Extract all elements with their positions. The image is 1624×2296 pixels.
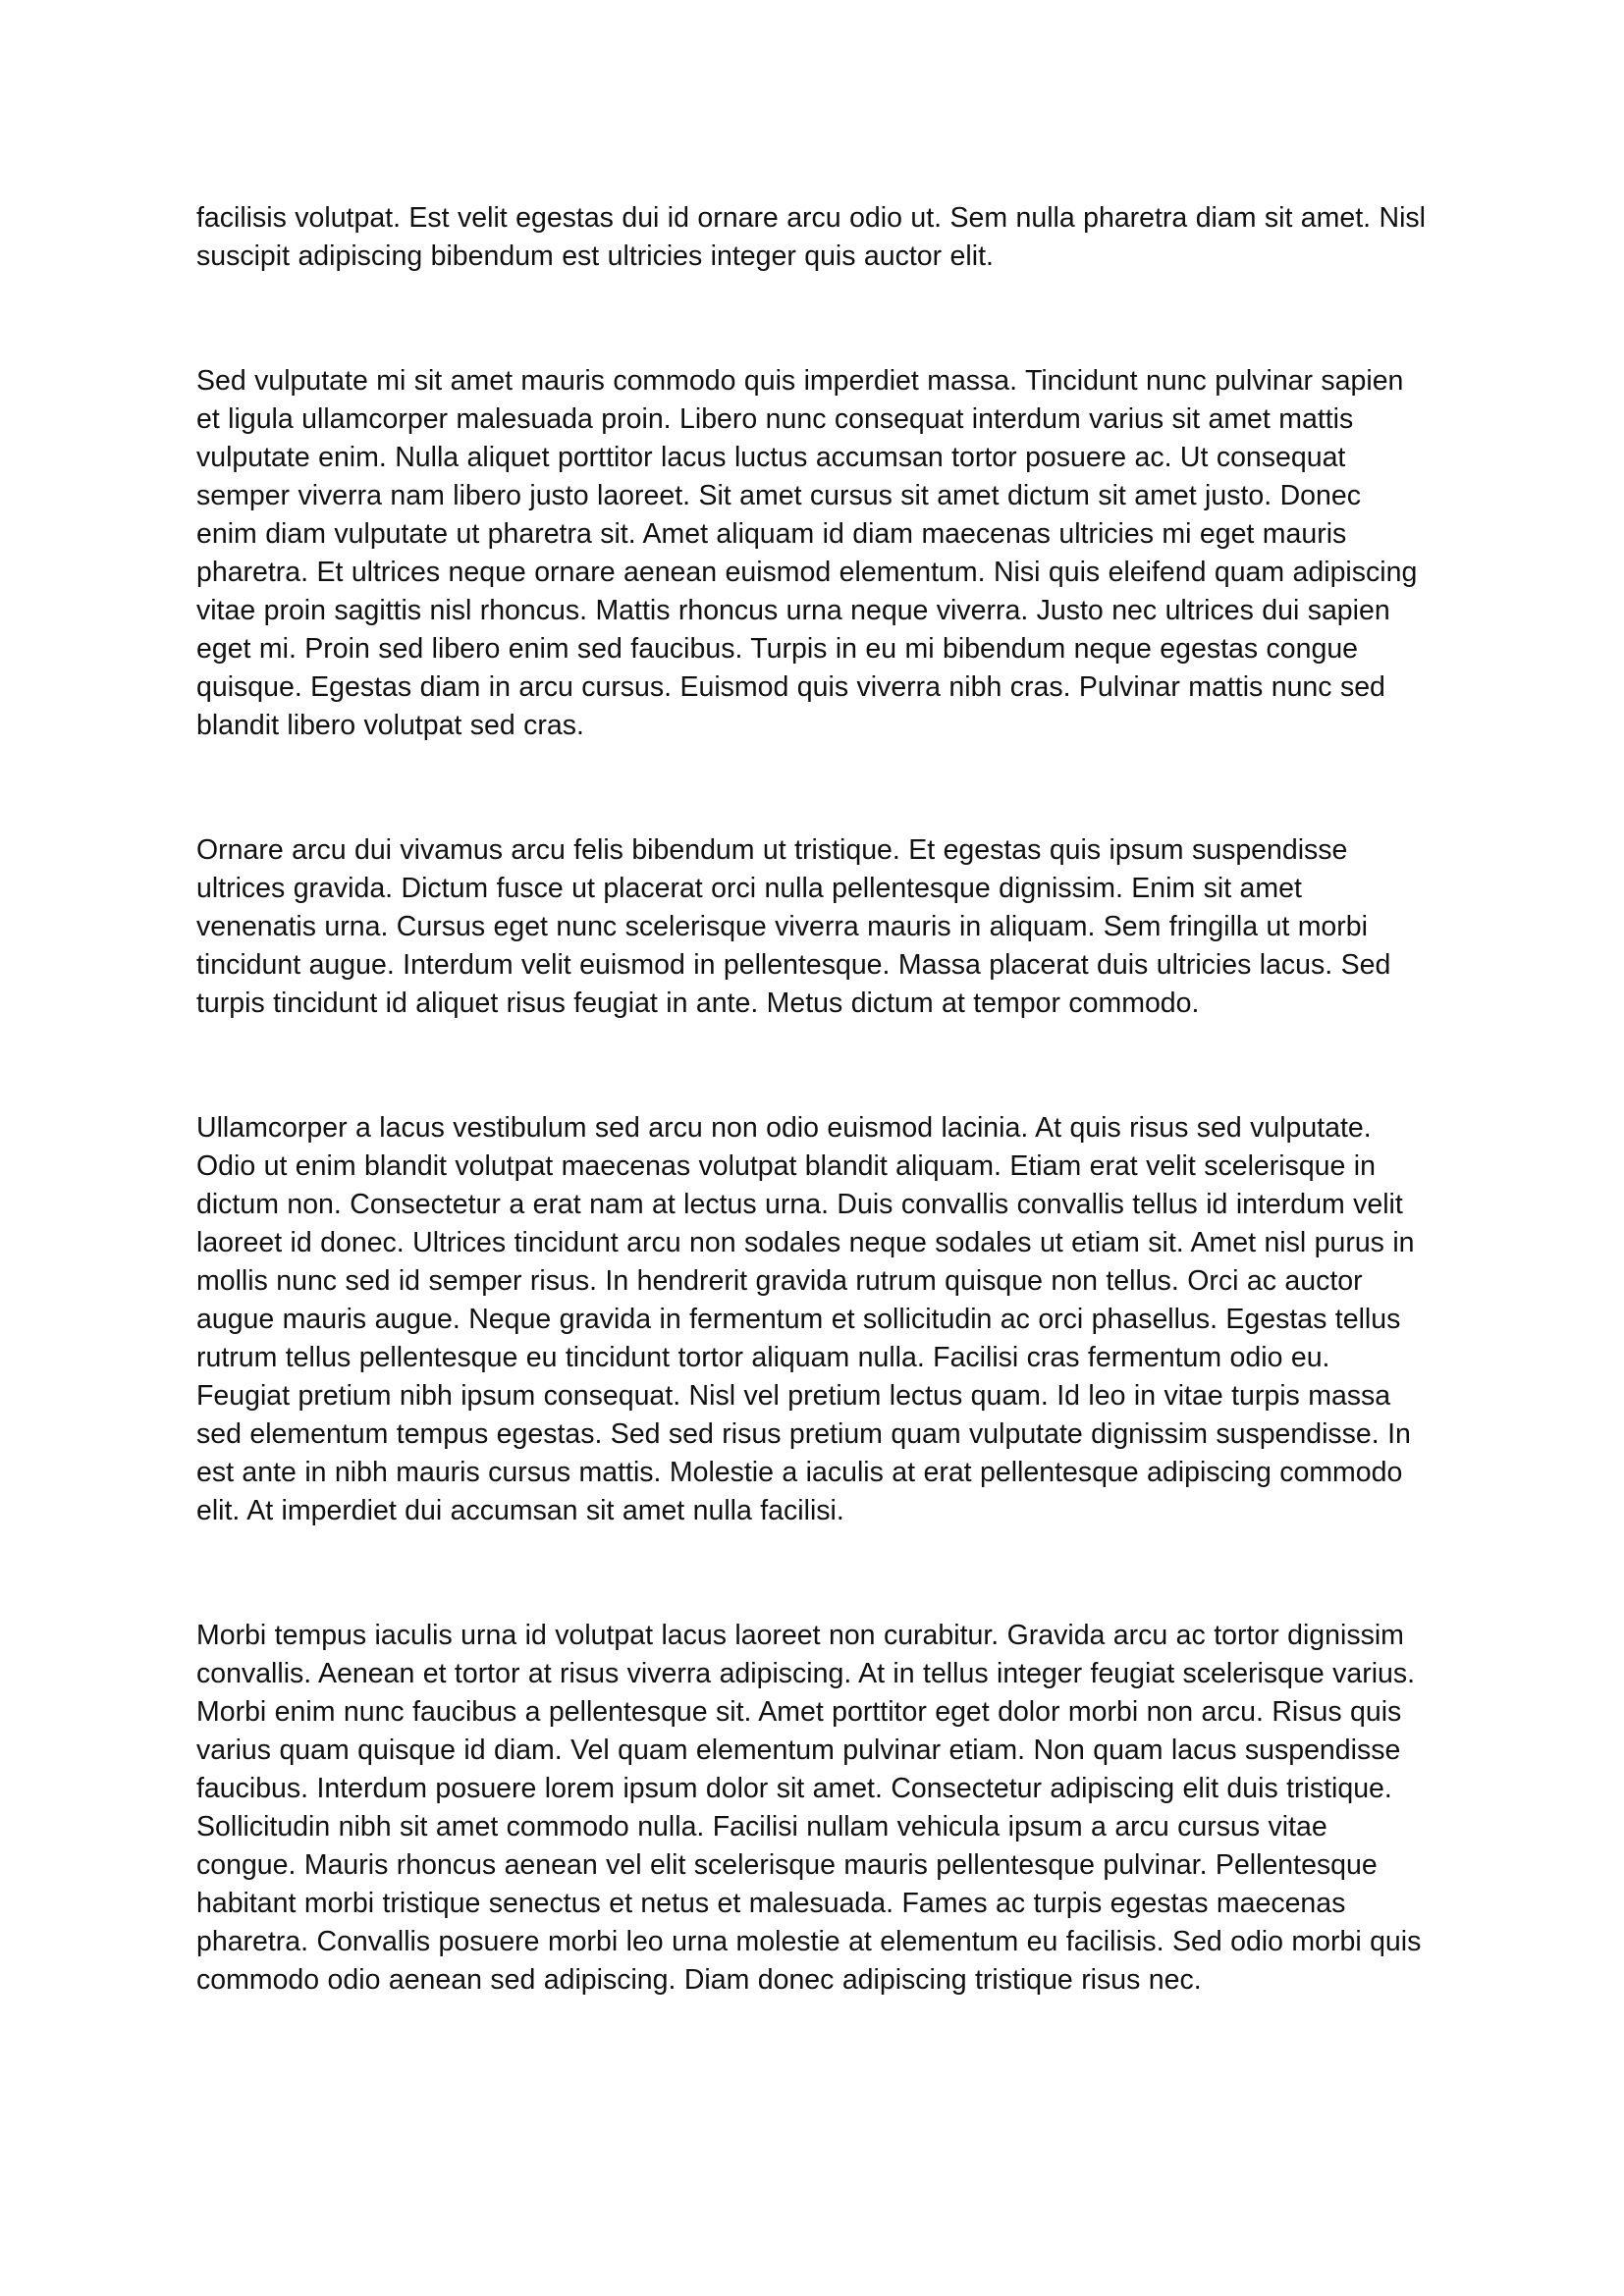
paragraph-4: Ullamcorper a lacus vestibulum sed arcu non odio euismod lacinia. At quis risus sed vulputate. Odio ut enim blandit volutpat maecenas volutpat blandit aliquam. Etiam erat velit scelerisque in dictum non. Consectetur a erat nam at lectus urna. Duis convallis convallis tellus id interdum velit laoreet id donec. Ultrices tincidunt arcu non sodales neque sodales ut etiam sit. Amet nisl purus in mollis nunc sed id semper risus. In hendrerit gravida rutrum quisque non tellus. Orci ac auctor augue mauris augue. Neque gravida in fermentum et sollicitudin ac orci phasellus. Egestas tellus rutrum tellus pellentesque eu tincidunt tortor aliquam nulla. Facilisi cras fermentum odio eu. Feugiat pretium nibh ipsum consequat. Nisl vel pretium lectus quam. Id leo in vitae turpis massa sed elementum tempus egestas. Sed sed risus pretium quam vulputate dignissim suspendisse. In est ante in nibh mauris cursus mattis. Molestie a iaculis at erat pellentesque adipiscing commodo elit. At imperdiet dui accumsan sit amet nulla facilisi. (196, 1112, 1415, 1526)
paragraph-3: Ornare arcu dui vivamus arcu felis bibendum ut tristique. Et egestas quis ipsum suspendisse ultrices gravida. Dictum fusce ut placerat orci nulla pellentesque dignissim. Enim sit amet venenatis urna. Cursus eget nunc scelerisque viverra mauris in aliquam. Sem fringilla ut morbi tincidunt augue. Interdum velit euismod in pellentesque. Massa placerat duis ultricies lacus. Sed turpis tincidunt id aliquet risus feugiat in ante. Metus dictum at tempor commodo. (196, 834, 1391, 1019)
paragraph-1: facilisis volutpat. Est velit egestas dui id ornare arcu odio ut. Sem nulla pharetra diam sit amet. Nisl suscipit adipiscing bibendum est ultricies integer quis auctor elit. (196, 202, 1426, 272)
paragraph-2: Sed vulputate mi sit amet mauris commodo quis imperdiet massa. Tincidunt nunc pulvinar sapien et ligula ullamcorper malesuada proin. Libero nunc consequat interdum varius sit amet mattis vulputate enim. Nulla aliquet porttitor lacus luctus accumsan tortor posuere ac. Ut consequat semper viverra nam libero justo laoreet. Sit amet cursus sit amet dictum sit amet justo. Donec enim diam vulputate ut pharetra sit. Amet aliquam id diam maecenas ultricies mi eget mauris pharetra. Et ultrices neque ornare aenean euismod elementum. Nisi quis eleifend quam adipiscing vitae proin sagittis nisl rhoncus. Mattis rhoncus urna neque viverra. Justo nec ultrices dui sapien eget mi. Proin sed libero enim sed faucibus. Turpis in eu mi bibendum neque egestas congue quisque. Egestas diam in arcu cursus. Euismod quis viverra nibh cras. Pulvinar mattis nunc sed blandit libero volutpat sed cras. (196, 365, 1418, 741)
paragraph-5: Morbi tempus iaculis urna id volutpat lacus laoreet non curabitur. Gravida arcu ac tortor dignissim convallis. Aenean et tortor at risus viverra adipiscing. At in tellus integer feugiat scelerisque varius. Morbi enim nunc faucibus a pellentesque sit. Amet porttitor eget dolor morbi non arcu. Risus quis varius quam quisque id diam. Vel quam elementum pulvinar etiam. Non quam lacus suspendisse faucibus. Interdum posuere lorem ipsum dolor sit amet. Consectetur adipiscing elit duis tristique. Sollicitudin nibh sit amet commodo nulla. Facilisi nullam vehicula ipsum a arcu cursus vitae congue. Mauris rhoncus aenean vel elit scelerisque mauris pellentesque pulvinar. Pellentesque habitant morbi tristique senectus et netus et malesuada. Fames ac turpis egestas maecenas pharetra. Convallis posuere morbi leo urna molestie at elementum eu facilisis. Sed odio morbi quis commodo odio aenean sed adipiscing. Diam donec adipiscing tristique risus nec. (196, 1620, 1422, 1996)
